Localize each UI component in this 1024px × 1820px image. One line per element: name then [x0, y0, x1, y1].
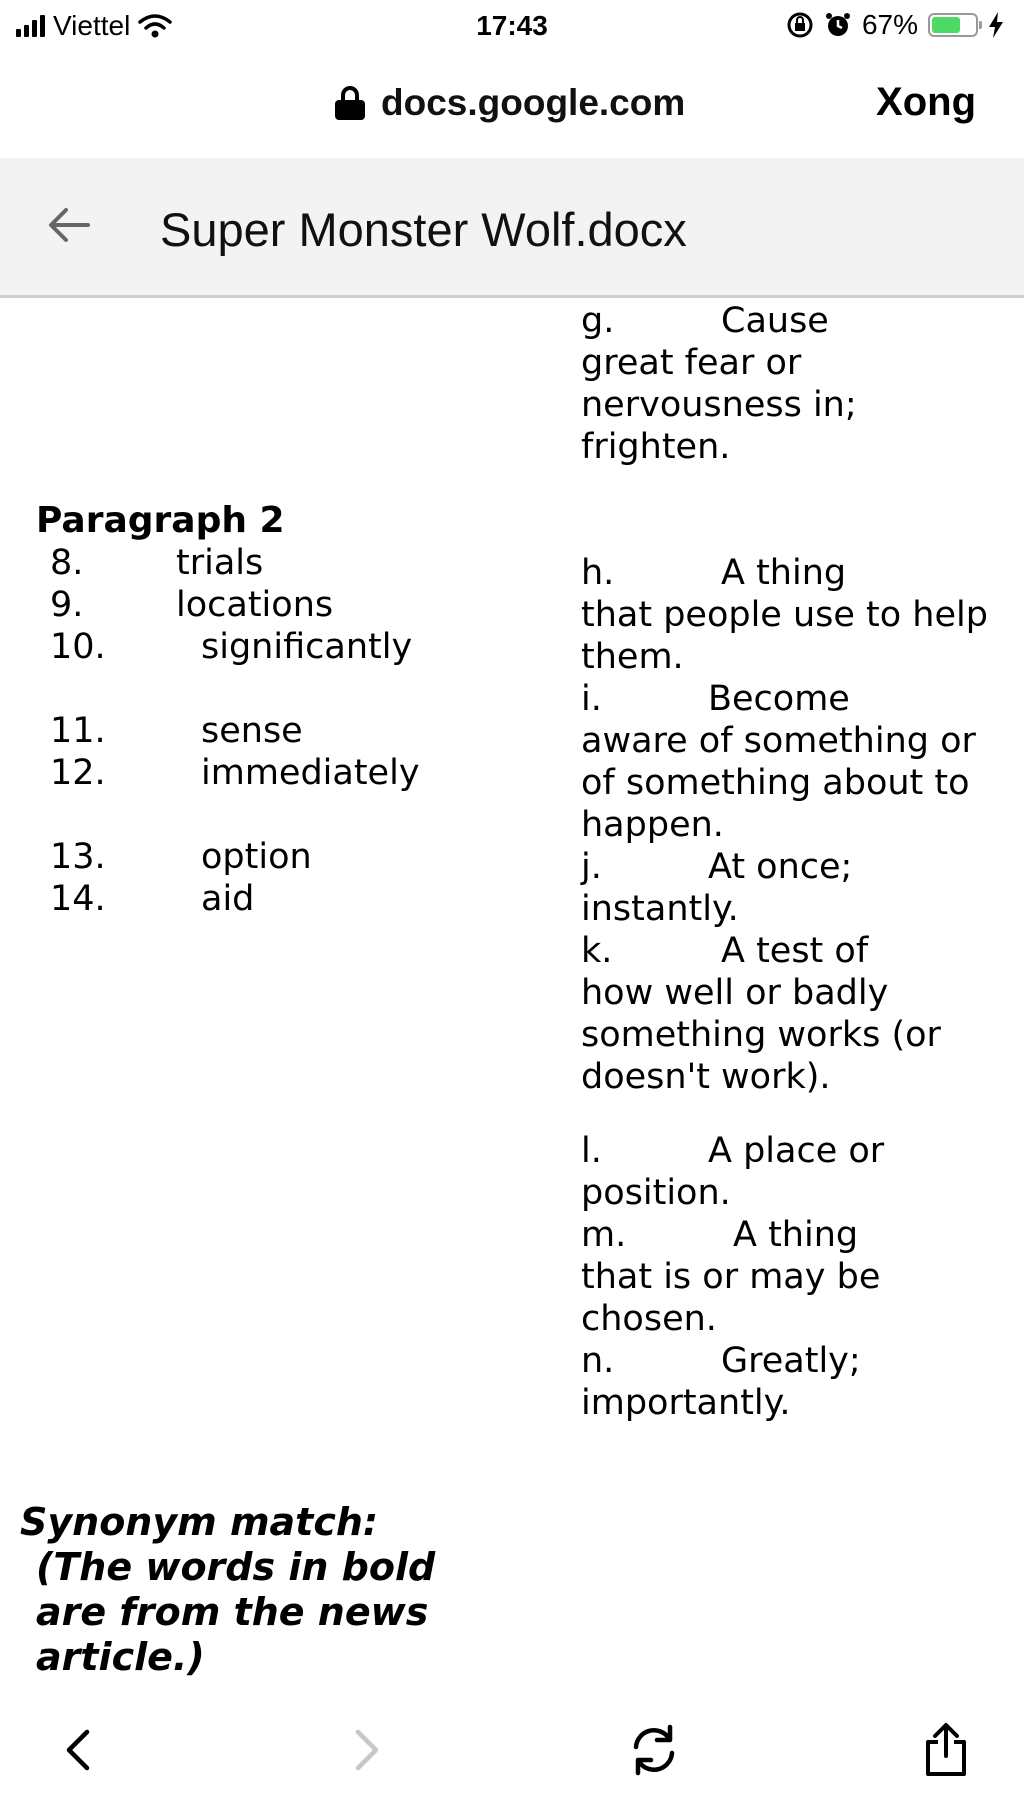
word-item: 9. locations	[50, 585, 334, 625]
share-button[interactable]	[916, 1720, 976, 1780]
definition-n: n. Greatly; importantly.	[581, 1341, 861, 1423]
reload-button[interactable]	[624, 1720, 684, 1780]
synonym-note: (The words in bold are from the news article.)	[36, 1545, 436, 1679]
nav-forward-button[interactable]	[337, 1720, 397, 1780]
word-item: 10. significantly	[50, 627, 413, 667]
charging-bolt-icon	[988, 12, 1004, 38]
status-time: 17:43	[476, 10, 548, 41]
word-item: 8. trials	[50, 543, 264, 583]
word-item: 13. option	[50, 837, 312, 877]
vocabulary-column	[36, 500, 536, 920]
done-button[interactable]: Xong	[876, 80, 976, 124]
definition-h: h. A thing that people use to help them.	[581, 553, 988, 677]
url-display[interactable]	[335, 82, 685, 124]
chevron-right-icon	[352, 1728, 382, 1772]
definitions-column	[581, 300, 1001, 1424]
alarm-icon	[824, 11, 852, 39]
carrier-name: Viettel	[53, 10, 131, 41]
lock-icon	[335, 86, 365, 120]
nav-back-button[interactable]	[48, 1720, 108, 1780]
definition-g: g. Cause great fear or nervousness in; frighten.	[581, 301, 857, 467]
url-domain: docs.google.com	[381, 82, 686, 123]
document-header	[0, 158, 1024, 298]
document-title: Super Monster Wolf.docx	[160, 203, 687, 256]
synonym-heading: Synonym match:	[20, 1500, 379, 1544]
status-right	[786, 9, 1004, 41]
definition-k: k. A test of how well or badly something works (or doesn't work).	[581, 931, 941, 1097]
word-item: 12. immediately	[50, 753, 420, 793]
word-item: 14. aid	[50, 879, 255, 919]
document-body	[0, 300, 1024, 1690]
paragraph-heading: Paragraph 2	[36, 500, 285, 541]
browser-toolbar	[0, 1690, 1024, 1820]
definition-j: j. At once; instantly.	[581, 847, 853, 929]
synonym-instructions	[20, 1500, 490, 1680]
chevron-left-icon	[63, 1728, 93, 1772]
definition-l: l. A place or position.	[581, 1131, 885, 1213]
url-bar	[0, 52, 1024, 158]
reload-icon	[627, 1723, 681, 1777]
rotation-lock-icon	[786, 11, 814, 39]
share-icon	[922, 1722, 970, 1778]
word-item: 11. sense	[50, 711, 303, 751]
status-bar	[0, 0, 1024, 52]
battery-percent: 67%	[861, 9, 918, 40]
back-arrow-icon[interactable]	[44, 200, 94, 250]
definition-m: m. A thing that is or may be chosen.	[581, 1215, 881, 1339]
definition-i: i. Become aware of something or of something about to happen.	[581, 679, 976, 845]
battery-icon	[928, 13, 978, 37]
